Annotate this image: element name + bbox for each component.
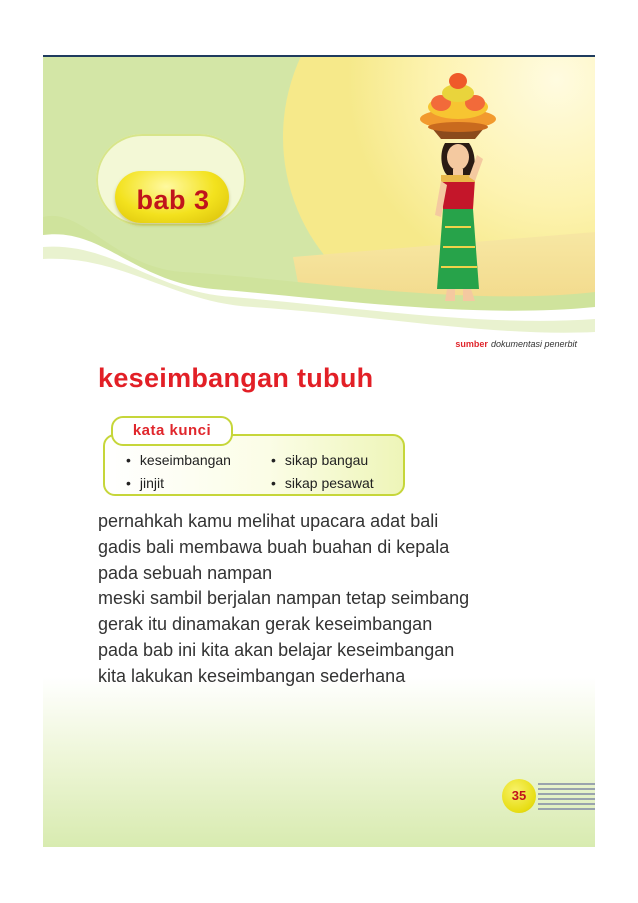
body-line: pernahkah kamu melihat upacara adat bali xyxy=(98,511,439,531)
key-terms-heading: kata kunci xyxy=(111,416,233,446)
key-term-item: • sikap pesawat xyxy=(271,475,374,491)
body-line: kita lakukan keseimbangan sederhana xyxy=(98,665,406,686)
image-source-caption xyxy=(455,339,577,349)
page-number: 35 xyxy=(502,779,536,813)
source-text: dokumentasi penerbit xyxy=(490,339,577,349)
body-line: meski sambil berjalan nampan tetap seimbang xyxy=(98,588,470,609)
body-line: pada sebuah nampan xyxy=(98,562,273,583)
body-line: gerak itu dinamakan gerak keseimbangan xyxy=(98,614,433,635)
book-page xyxy=(43,57,595,847)
key-term-item: • jinjit xyxy=(126,475,164,491)
key-term-item: • sikap bangau xyxy=(271,452,368,468)
page-number-stripes xyxy=(538,782,595,810)
chapter-label: bab 3 xyxy=(136,185,210,215)
body-line: pada bab ini kita akan belajar keseimbangan xyxy=(98,639,455,660)
intro-paragraph xyxy=(98,509,568,690)
body-line: gadis bali membawa buah buahan di kepala xyxy=(98,536,450,557)
key-term-item: • keseimbangan xyxy=(126,452,231,468)
chapter-title: keseimbangan tubuh xyxy=(98,363,374,393)
source-label: sumber xyxy=(455,339,488,349)
